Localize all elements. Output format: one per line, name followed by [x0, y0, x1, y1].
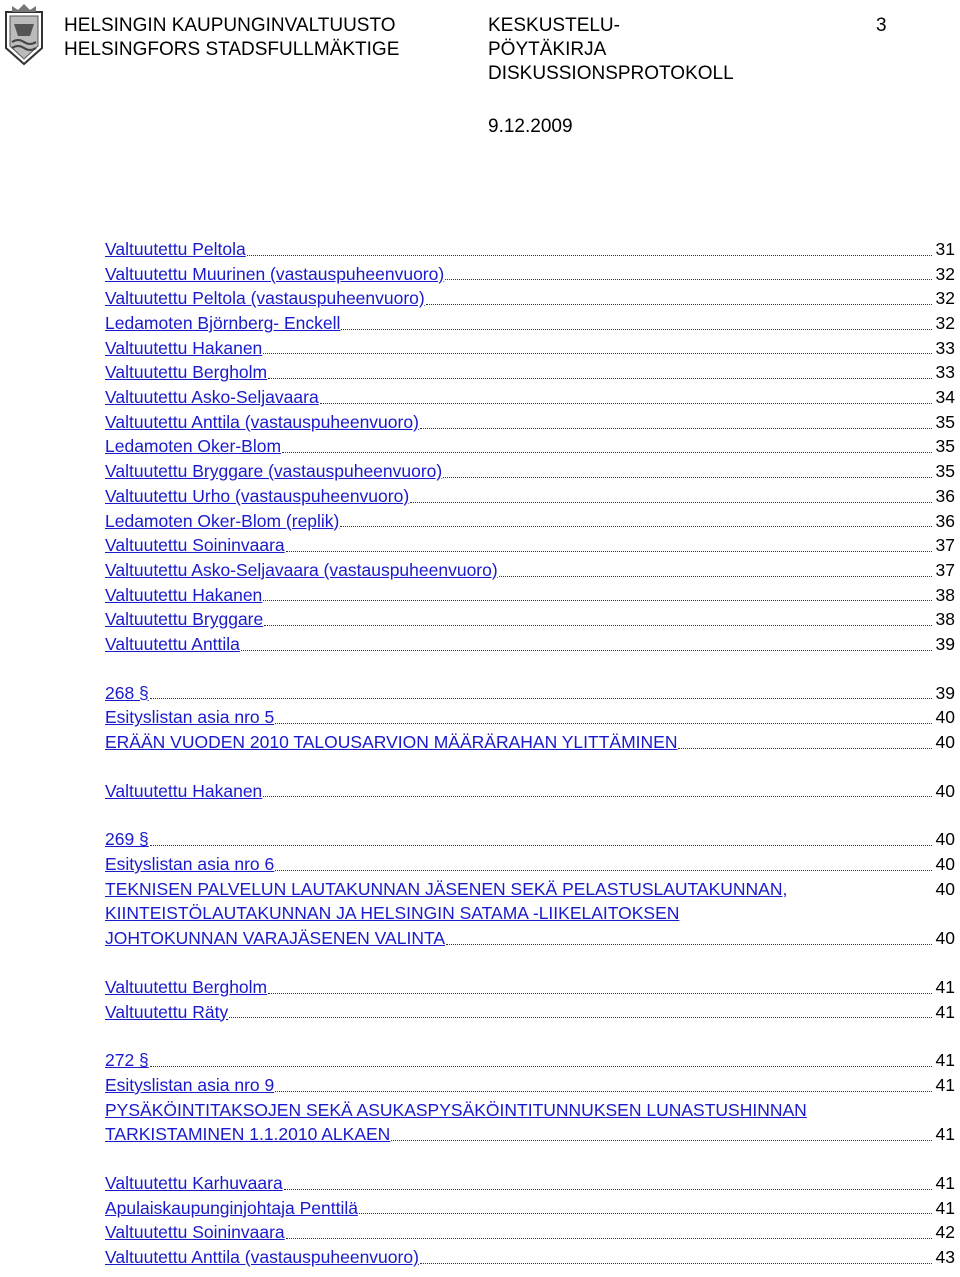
toc-entry-link[interactable]: JOHTOKUNNAN VARAJÄSENEN VALINTA: [105, 928, 446, 949]
toc-entry-page: 41: [935, 1050, 955, 1071]
toc-entry-link[interactable]: Ledamoten Oker-Blom (replik): [105, 510, 340, 531]
toc-entry[interactable]: [105, 286, 955, 311]
dot-leader: [320, 403, 932, 404]
dot-leader: [247, 255, 932, 256]
toc-entry-link[interactable]: TARKISTAMINEN 1.1.2010 ALKAEN: [105, 1124, 391, 1145]
toc-entry[interactable]: [105, 705, 955, 730]
toc-entry-page: 39: [935, 633, 955, 654]
toc-entry[interactable]: [105, 1048, 955, 1073]
toc-entry-page: 33: [935, 362, 955, 383]
dot-leader: [268, 378, 932, 379]
dot-leader: [275, 723, 932, 724]
toc-entry-link[interactable]: Valtuutettu Anttila (vastauspuheenvuoro): [105, 411, 419, 432]
dot-leader: [263, 796, 932, 797]
toc-entry-page: 41: [935, 1172, 955, 1193]
toc-entry[interactable]: [105, 1245, 955, 1270]
toc-entry-page: 35: [935, 436, 955, 457]
toc-entry[interactable]: [105, 435, 955, 460]
toc-entry[interactable]: [105, 360, 955, 385]
toc-entry-page: 42: [935, 1222, 955, 1243]
toc-entry[interactable]: [105, 902, 955, 927]
dot-leader: [499, 576, 932, 577]
toc-entry[interactable]: [105, 827, 955, 852]
toc-entry-page: 35: [935, 461, 955, 482]
toc-entry-page: 40: [935, 878, 955, 899]
toc-entry-link[interactable]: Valtuutettu Peltola (vastauspuheenvuoro): [105, 288, 425, 309]
toc-entry-link[interactable]: Valtuutettu Urho (vastauspuheenvuoro): [105, 485, 410, 506]
dot-leader: [286, 1238, 932, 1239]
toc-entry-link[interactable]: ERÄÄN VUODEN 2010 TALOUSARVION MÄÄRÄRAHAN YLITTÄMINEN: [105, 732, 678, 753]
dot-leader: [341, 329, 932, 330]
toc-entry-link[interactable]: 269 §: [105, 829, 149, 850]
dot-leader: [229, 1017, 932, 1018]
dot-leader: [359, 1213, 932, 1214]
dot-leader: [420, 1263, 932, 1264]
toc-entry[interactable]: [105, 1171, 955, 1196]
toc-entry-link[interactable]: Valtuutettu Soininvaara: [105, 535, 285, 556]
toc-entry[interactable]: [105, 926, 955, 951]
dot-leader: [420, 428, 932, 429]
toc-entry-page: 38: [935, 609, 955, 630]
toc-entry-link[interactable]: Valtuutettu Räty: [105, 1001, 229, 1022]
toc-entry[interactable]: [105, 1073, 955, 1098]
toc-entry-page: 32: [935, 288, 955, 309]
toc-entry-page: 36: [935, 485, 955, 506]
toc-entry-link[interactable]: Valtuutettu Peltola: [105, 238, 246, 259]
dot-leader: [241, 650, 932, 651]
toc-entry-link[interactable]: Valtuutettu Bergholm: [105, 362, 268, 383]
document-date: 9.12.2009: [488, 116, 573, 137]
toc-entry[interactable]: [105, 632, 955, 657]
dot-leader: [284, 1189, 932, 1190]
dot-leader: [150, 698, 932, 699]
toc-entry-page: 40: [935, 854, 955, 875]
toc-entry-page: 40: [935, 707, 955, 728]
dot-leader: [446, 944, 932, 945]
toc-entry-page: 41: [935, 1001, 955, 1022]
toc-entry[interactable]: [105, 385, 955, 410]
toc-entry-page: 34: [935, 387, 955, 408]
dot-leader: [391, 1140, 932, 1141]
page-number: 3: [876, 15, 887, 36]
toc-entry[interactable]: [105, 1000, 955, 1025]
toc-entry[interactable]: [105, 1220, 955, 1245]
toc-entry[interactable]: [105, 583, 955, 608]
dot-leader: [443, 477, 932, 478]
helsinki-crest-logo: [2, 2, 46, 68]
dot-leader: [282, 452, 932, 453]
toc-entry[interactable]: [105, 1122, 955, 1147]
document-type-sv: DISKUSSIONSPROTOKOLL: [488, 63, 734, 84]
toc-entry-link[interactable]: PYSÄKÖINTITAKSOJEN SEKÄ ASUKASPYSÄKÖINTITUNNUKSEN LUNASTUSHINNAN: [105, 1099, 807, 1120]
toc-entry-link[interactable]: Valtuutettu Asko-Seljavaara (vastauspuheenvuoro): [105, 559, 498, 580]
dot-leader: [150, 1066, 932, 1067]
toc-entry[interactable]: [105, 730, 955, 755]
toc-entry-link[interactable]: Valtuutettu Bryggare (vastauspuheenvuoro): [105, 461, 443, 482]
toc-entry-link[interactable]: Valtuutettu Asko-Seljavaara: [105, 387, 319, 408]
toc-entry-link[interactable]: Esityslistan asia nro 6: [105, 854, 275, 875]
organization-name: [64, 14, 399, 62]
toc-entry-link[interactable]: TEKNISEN PALVELUN LAUTAKUNNAN JÄSENEN SEKÄ PELASTUSLAUTAKUNNAN,: [105, 878, 788, 899]
dot-leader: [286, 551, 932, 552]
toc-entry-page: 40: [935, 780, 955, 801]
toc-entry-page: 31: [935, 238, 955, 259]
toc-entry[interactable]: [105, 484, 955, 509]
document-type-fi-line2: PÖYTÄKIRJA: [488, 39, 607, 60]
toc-entry-page: 32: [935, 313, 955, 334]
toc-entry-page: 36: [935, 510, 955, 531]
dot-leader: [275, 870, 932, 871]
dot-leader: [275, 1091, 932, 1092]
dot-leader: [445, 279, 932, 280]
toc-entry[interactable]: [105, 1098, 955, 1123]
toc-entry-page: 40: [935, 829, 955, 850]
toc-entry[interactable]: [105, 262, 955, 287]
toc-entry[interactable]: [105, 877, 955, 902]
dot-leader: [268, 993, 932, 994]
toc-entry-link[interactable]: Valtuutettu Hakanen: [105, 337, 263, 358]
toc-entry-page: 41: [935, 1124, 955, 1145]
dot-leader: [263, 600, 932, 601]
toc-entry[interactable]: [105, 311, 955, 336]
toc-entry-page: 38: [935, 584, 955, 605]
toc-entry-link[interactable]: 272 §: [105, 1050, 149, 1071]
dot-leader: [426, 304, 932, 305]
dot-leader: [150, 845, 932, 846]
toc-entry-link[interactable]: Valtuutettu Muurinen (vastauspuheenvuoro): [105, 263, 445, 284]
toc-entry-page: 37: [935, 535, 955, 556]
toc-entry-link[interactable]: Ledamoten Oker-Blom: [105, 436, 282, 457]
dot-leader: [678, 748, 932, 749]
dot-leader: [264, 625, 932, 626]
toc-entry-link[interactable]: Valtuutettu Bergholm: [105, 976, 268, 997]
dot-leader: [263, 353, 932, 354]
document-type: [488, 14, 734, 86]
toc-entry-link[interactable]: Valtuutettu Anttila: [105, 633, 240, 654]
toc-entry-link[interactable]: 268 §: [105, 682, 149, 703]
toc-entry-link[interactable]: Valtuutettu Soininvaara: [105, 1222, 285, 1243]
toc-entry-link[interactable]: Valtuutettu Hakanen: [105, 780, 263, 801]
toc-entry[interactable]: [105, 509, 955, 534]
toc-entry[interactable]: [105, 533, 955, 558]
toc-entry[interactable]: [105, 975, 955, 1000]
toc-entry[interactable]: [105, 410, 955, 435]
toc-entry-page: 43: [935, 1247, 955, 1268]
toc-entry-page: 37: [935, 559, 955, 580]
toc-entry[interactable]: [105, 459, 955, 484]
toc-entry[interactable]: [105, 779, 955, 804]
toc-entry-link[interactable]: Ledamoten Björnberg- Enckell: [105, 313, 341, 334]
toc-entry[interactable]: [105, 681, 955, 706]
document-type-fi-line1: KESKUSTELU-: [488, 15, 620, 36]
toc-entry-link[interactable]: Valtuutettu Anttila (vastauspuheenvuoro): [105, 1247, 419, 1268]
toc-entry[interactable]: [105, 558, 955, 583]
toc-entry[interactable]: [105, 607, 955, 632]
toc-entry-page: 41: [935, 976, 955, 997]
toc-entry-page: 35: [935, 411, 955, 432]
dot-leader: [340, 526, 932, 527]
toc-entry-link[interactable]: Esityslistan asia nro 5: [105, 707, 275, 728]
toc-entry-link[interactable]: Valtuutettu Hakanen: [105, 584, 263, 605]
toc-entry-page: 40: [935, 732, 955, 753]
table-of-contents: [105, 237, 955, 1270]
toc-entry-link[interactable]: Valtuutettu Karhuvaara: [105, 1172, 283, 1193]
toc-entry-page: 40: [935, 928, 955, 949]
toc-entry-page: 39: [935, 682, 955, 703]
toc-entry-link[interactable]: KIINTEISTÖLAUTAKUNNAN JA HELSINGIN SATAMA -LIIKELAITOKSEN: [105, 903, 680, 924]
toc-entry[interactable]: [105, 1196, 955, 1221]
dot-leader: [410, 502, 932, 503]
toc-entry[interactable]: [105, 336, 955, 361]
toc-entry-page: 41: [935, 1074, 955, 1095]
organization-name-fi: HELSINGIN KAUPUNGINVALTUUSTO: [64, 15, 396, 36]
organization-name-sv: HELSINGFORS STADSFULLMÄKTIGE: [64, 39, 400, 60]
toc-entry-link[interactable]: Valtuutettu Bryggare: [105, 609, 264, 630]
toc-entry-page: 41: [935, 1197, 955, 1218]
toc-entry[interactable]: [105, 852, 955, 877]
toc-entry-page: 32: [935, 263, 955, 284]
toc-entry-link[interactable]: Esityslistan asia nro 9: [105, 1074, 275, 1095]
toc-entry-page: 33: [935, 337, 955, 358]
toc-entry[interactable]: [105, 237, 955, 262]
toc-entry-link[interactable]: Apulaiskaupunginjohtaja Penttilä: [105, 1197, 358, 1218]
